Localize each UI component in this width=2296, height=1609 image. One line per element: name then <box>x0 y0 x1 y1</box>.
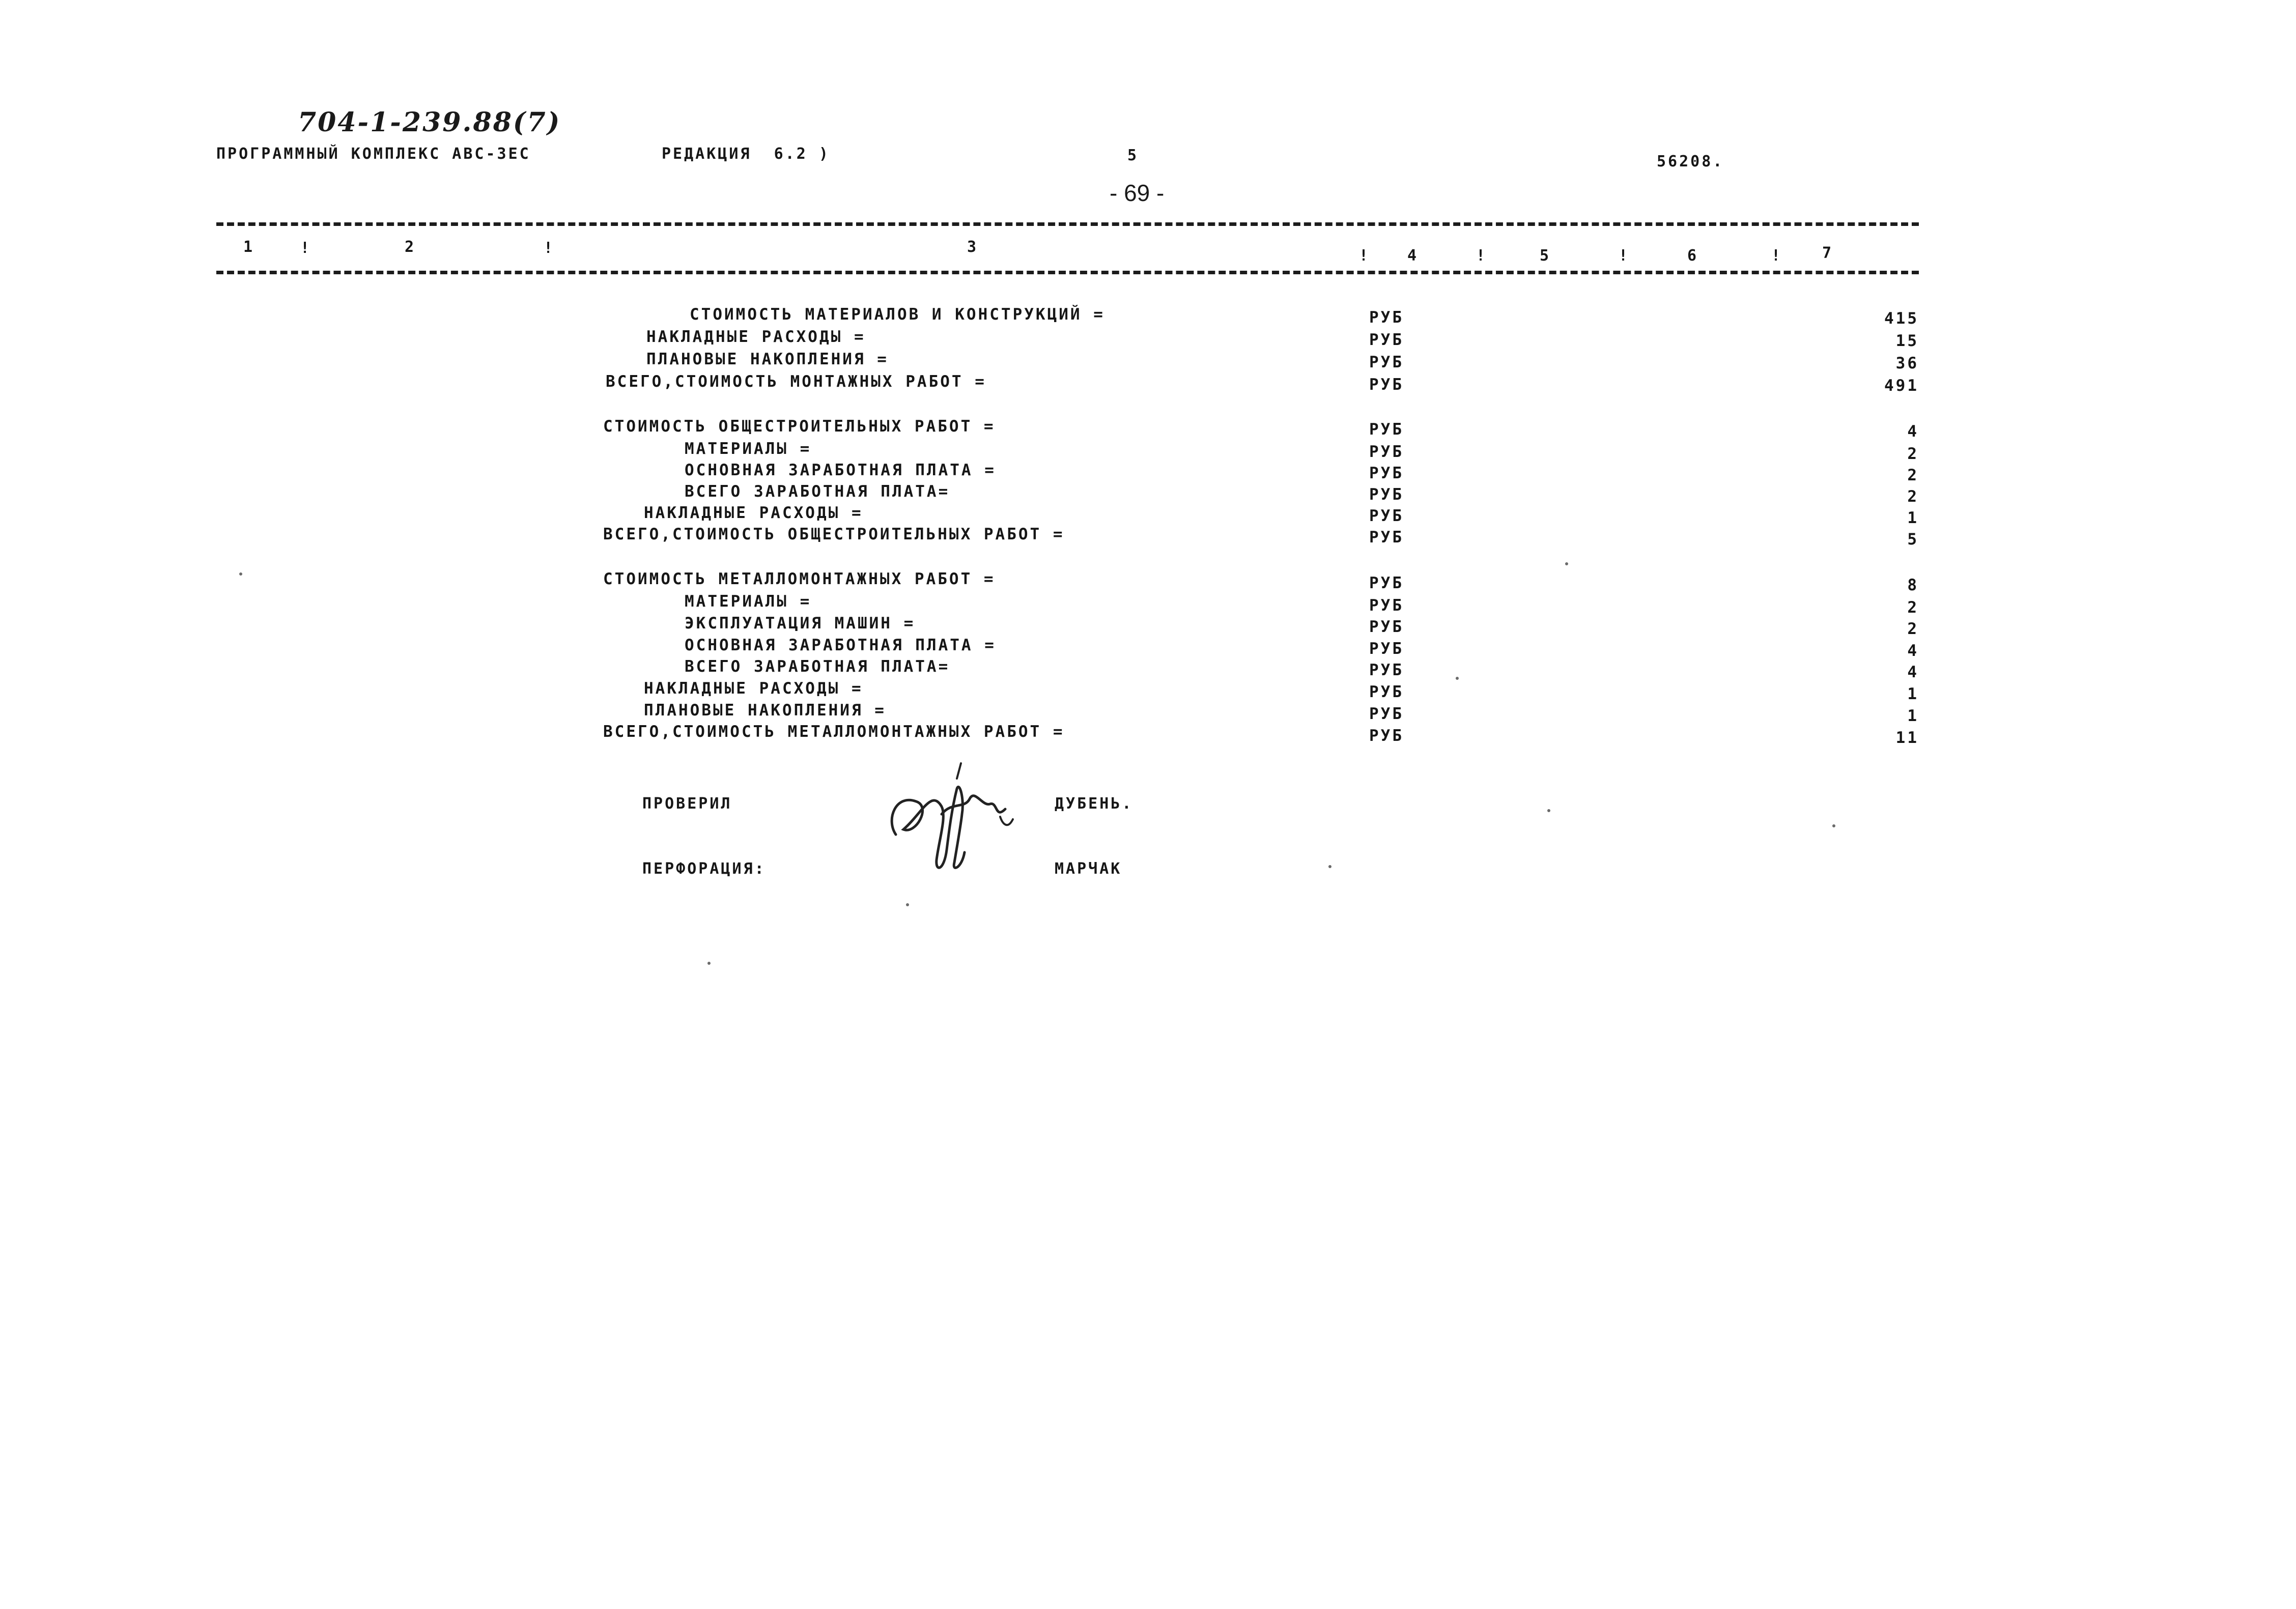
row-value: 4 <box>1907 642 1919 660</box>
row-label: НАКЛАДНЫЕ РАСХОДЫ = <box>644 504 863 522</box>
row-label: ОСНОВНАЯ ЗАРАБОТНАЯ ПЛАТА = <box>685 461 996 479</box>
signature-image <box>881 758 1033 875</box>
row-label: ВСЕГО,СТОИМОСТЬ ОБЩЕСТРОИТЕЛЬНЫХ РАБОТ = <box>603 525 1065 543</box>
col-header-divider: ! <box>300 239 312 257</box>
col-header-divider: ! <box>1771 247 1783 265</box>
scan-speck <box>906 903 909 906</box>
checked-by-name: ДУБЕНЬ. <box>1055 795 1133 813</box>
row-value: 4 <box>1907 663 1919 681</box>
row-label: ЭКСПЛУАТАЦИЯ МАШИН = <box>685 614 916 633</box>
row-value: 1 <box>1907 509 1919 527</box>
scan-speck <box>1547 809 1550 812</box>
row-value: 4 <box>1907 422 1919 441</box>
col-header-divider: ! <box>1359 247 1371 265</box>
row-value: 491 <box>1884 377 1919 395</box>
row-unit: РУБ <box>1369 661 1404 679</box>
row-value: 2 <box>1907 445 1919 463</box>
scan-speck <box>1832 824 1835 827</box>
row-value: 8 <box>1907 576 1919 594</box>
col-header-6: 6 <box>1687 247 1699 265</box>
row-label: ПЛАНОВЫЕ НАКОПЛЕНИЯ = <box>644 701 886 720</box>
row-value: 1 <box>1907 685 1919 703</box>
col-header-divider: ! <box>1619 247 1630 265</box>
row-unit: РУБ <box>1369 485 1404 504</box>
row-value: 15 <box>1895 332 1919 350</box>
program-edition: РЕДАКЦИЯ 6.2 ) <box>662 145 830 163</box>
row-unit: РУБ <box>1369 443 1404 461</box>
row-unit: РУБ <box>1369 705 1404 723</box>
scan-speck <box>707 962 711 965</box>
scan-speck <box>1456 677 1459 680</box>
header-bottom-rule <box>216 271 1919 274</box>
row-unit: РУБ <box>1369 464 1404 482</box>
row-unit: РУБ <box>1369 528 1404 547</box>
row-label: СТОИМОСТЬ МАТЕРИАЛОВ И КОНСТРУКЦИЙ = <box>690 305 1105 324</box>
row-label: ПЛАНОВЫЕ НАКОПЛЕНИЯ = <box>646 350 889 368</box>
sheet-number: 5 <box>1127 147 1139 164</box>
col-header-2: 2 <box>405 238 416 256</box>
row-label: СТОИМОСТЬ ОБЩЕСТРОИТЕЛЬНЫХ РАБОТ = <box>603 417 996 436</box>
row-unit: РУБ <box>1369 308 1404 327</box>
row-label: МАТЕРИАЛЫ = <box>685 592 812 611</box>
col-header-divider: ! <box>544 239 555 257</box>
row-value: 415 <box>1884 309 1919 328</box>
row-unit: РУБ <box>1369 353 1404 371</box>
scan-speck <box>239 572 242 576</box>
row-unit: РУБ <box>1369 596 1404 615</box>
row-value: 2 <box>1907 620 1919 638</box>
row-value: 36 <box>1895 354 1919 372</box>
row-unit: РУБ <box>1369 574 1404 592</box>
row-label: ВСЕГО,СТОИМОСТЬ МОНТАЖНЫХ РАБОТ = <box>606 372 986 391</box>
row-label: НАКЛАДНЫЕ РАСХОДЫ = <box>646 328 866 346</box>
row-unit: РУБ <box>1369 640 1404 658</box>
col-header-4: 4 <box>1407 247 1419 265</box>
document-code: 704-1-239.88(7) <box>298 107 561 138</box>
perforation-label: ПЕРФОРАЦИЯ: <box>642 860 766 878</box>
row-label: ОСНОВНАЯ ЗАРАБОТНАЯ ПЛАТА = <box>685 636 996 654</box>
row-unit: РУБ <box>1369 618 1404 636</box>
job-number: 56208. <box>1657 153 1724 170</box>
row-unit: РУБ <box>1369 683 1404 701</box>
row-unit: РУБ <box>1369 507 1404 525</box>
col-header-7: 7 <box>1822 244 1834 262</box>
program-name: ПРОГРАММНЫЙ КОМПЛЕКС АВС-ЗЕС <box>216 145 531 163</box>
row-unit: РУБ <box>1369 727 1404 745</box>
row-value: 11 <box>1895 729 1919 747</box>
row-value: 2 <box>1907 466 1919 484</box>
col-header-3: 3 <box>967 238 979 256</box>
checked-by-label: ПРОВЕРИЛ <box>642 795 732 813</box>
row-value: 2 <box>1907 598 1919 617</box>
row-value: 5 <box>1907 530 1919 549</box>
row-label: ВСЕГО ЗАРАБОТНАЯ ПЛАТА= <box>685 657 950 676</box>
row-label: СТОИМОСТЬ МЕТАЛЛОМОНТАЖНЫХ РАБОТ = <box>603 570 996 588</box>
page-number: - 69 - <box>1110 180 1165 206</box>
perforation-name: МАРЧАК <box>1055 860 1122 878</box>
row-unit: РУБ <box>1369 420 1404 439</box>
row-label: ВСЕГО,СТОИМОСТЬ МЕТАЛЛОМОНТАЖНЫХ РАБОТ = <box>603 723 1065 741</box>
row-label: МАТЕРИАЛЫ = <box>685 440 812 458</box>
row-unit: РУБ <box>1369 331 1404 349</box>
row-value: 2 <box>1907 487 1919 506</box>
header-top-rule <box>216 222 1919 226</box>
row-label: ВСЕГО ЗАРАБОТНАЯ ПЛАТА= <box>685 482 950 501</box>
row-label: НАКЛАДНЫЕ РАСХОДЫ = <box>644 679 863 698</box>
col-header-5: 5 <box>1540 247 1551 265</box>
row-value: 1 <box>1907 707 1919 725</box>
row-unit: РУБ <box>1369 376 1404 394</box>
col-header-1: 1 <box>243 238 255 256</box>
scan-speck <box>1565 562 1568 565</box>
col-header-divider: ! <box>1476 247 1488 265</box>
scan-speck <box>1328 865 1331 868</box>
